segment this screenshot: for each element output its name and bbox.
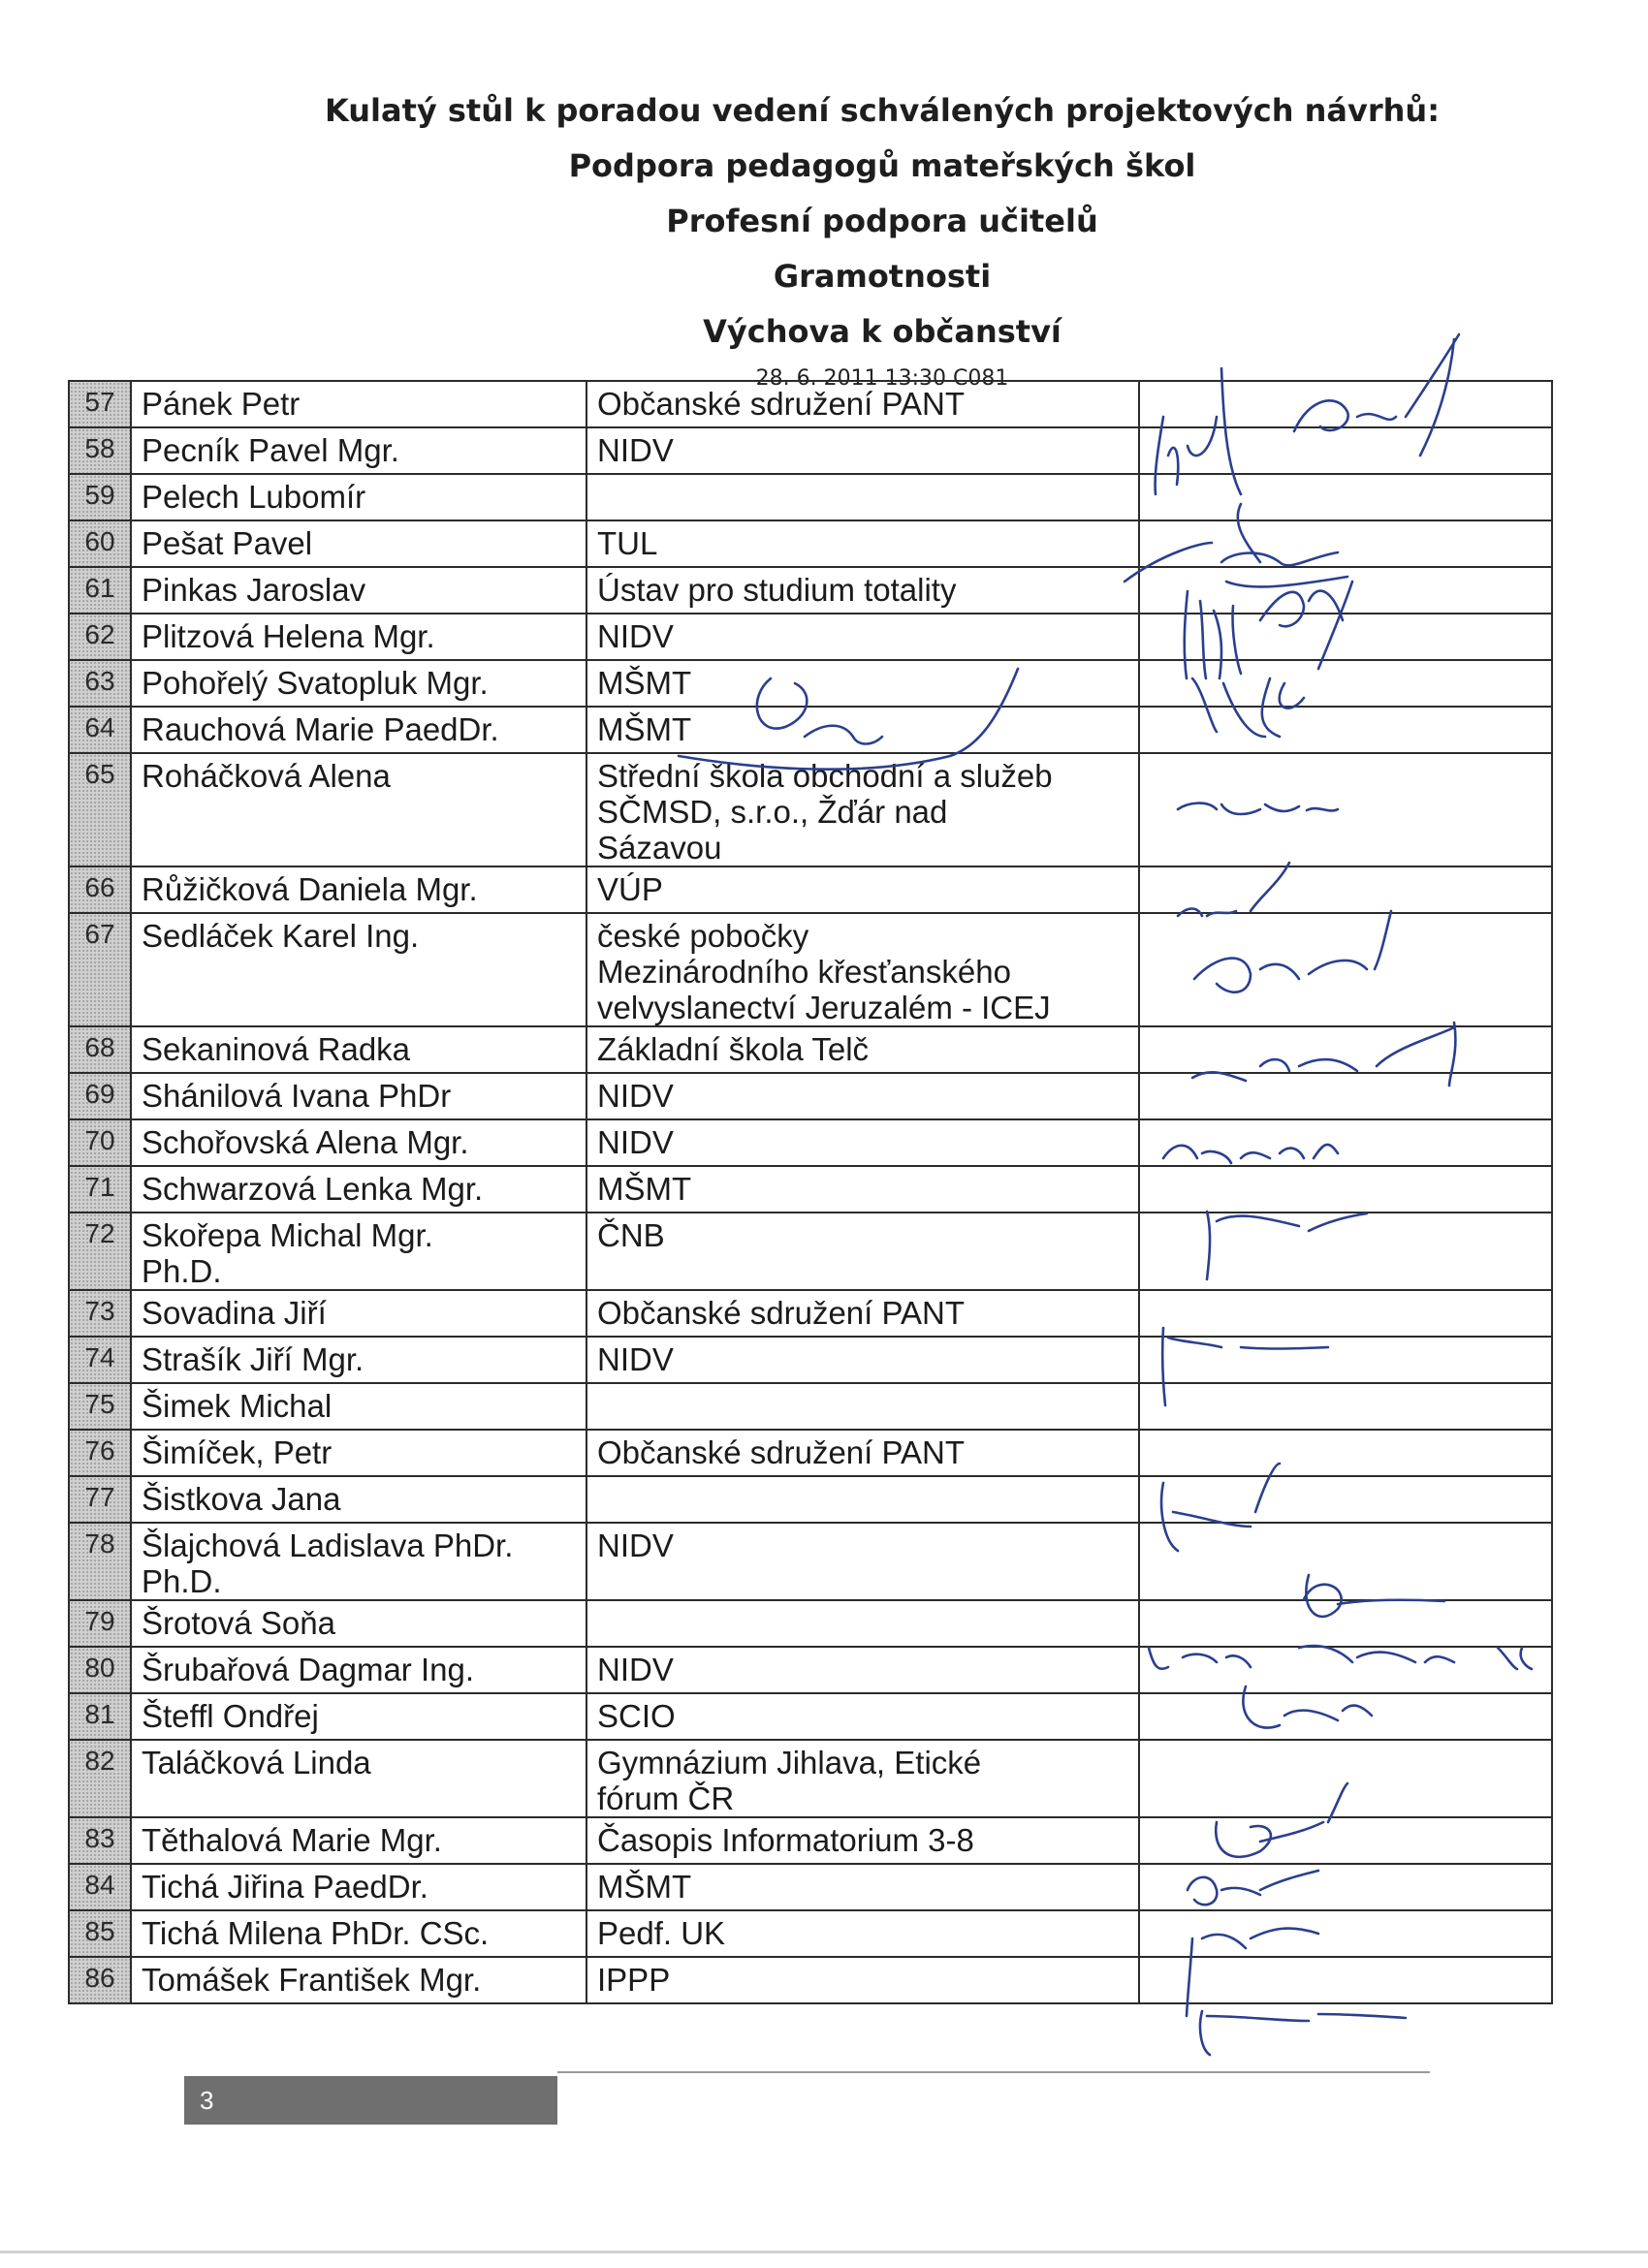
table-row xyxy=(70,568,1553,614)
header-title: Kulatý stůl k poradou vedení schválených projektových návrhů: xyxy=(324,92,1440,129)
organization xyxy=(587,1477,1140,1522)
organization: Ústav pro studium totality xyxy=(587,568,1140,613)
participant-name: Šimek Michal xyxy=(132,1384,587,1429)
row-number: 80 xyxy=(70,1648,132,1692)
participant-name: Pohořelý Svatopluk Mgr. xyxy=(132,661,587,706)
row-number: 67 xyxy=(70,914,132,1025)
row-number: 66 xyxy=(70,867,132,912)
row-number: 64 xyxy=(70,708,132,752)
organization: Střední škola obchodní a služeb SČMSD, s.r.o., Žďár nad Sázavou xyxy=(587,754,1140,866)
document-header xyxy=(0,83,1648,398)
signature-cell xyxy=(1140,914,1553,1025)
signature-cell xyxy=(1140,568,1553,613)
signature-cell xyxy=(1140,1338,1553,1382)
signature-cell xyxy=(1140,1384,1553,1429)
row-number: 63 xyxy=(70,661,132,706)
table-row xyxy=(70,1911,1553,1958)
row-number: 83 xyxy=(70,1818,132,1863)
organization: MŠMT xyxy=(587,1167,1140,1212)
signature-cell xyxy=(1140,475,1553,520)
signature-cell xyxy=(1140,1027,1553,1072)
signature-cell xyxy=(1140,661,1553,706)
participant-name: Šimíček, Petr xyxy=(132,1431,587,1475)
participant-name: Roháčková Alena xyxy=(132,754,587,866)
page-number: 3 xyxy=(200,2086,214,2115)
row-number: 78 xyxy=(70,1524,132,1599)
signature-cell xyxy=(1140,1818,1553,1863)
row-number: 85 xyxy=(70,1911,132,1956)
organization: Pedf. UK xyxy=(587,1911,1140,1956)
row-number: 59 xyxy=(70,475,132,520)
header-project-3: Gramotnosti xyxy=(773,258,992,295)
organization: SCIO xyxy=(587,1694,1140,1739)
table-row xyxy=(70,614,1553,661)
participant-name: Skořepa Michal Mgr. Ph.D. xyxy=(132,1213,587,1289)
table-row xyxy=(70,1120,1553,1167)
participant-name: Pecník Pavel Mgr. xyxy=(132,428,587,473)
table-row xyxy=(70,1694,1553,1741)
attendance-table xyxy=(68,380,1553,2004)
participant-name: Sekaninová Radka xyxy=(132,1027,587,1072)
organization: Gymnázium Jihlava, Etické fórum ČR xyxy=(587,1741,1140,1816)
participant-name: Těthalová Marie Mgr. xyxy=(132,1818,587,1863)
row-number: 61 xyxy=(70,568,132,613)
table-row xyxy=(70,382,1553,428)
table-row xyxy=(70,1477,1553,1524)
row-number: 71 xyxy=(70,1167,132,1212)
row-number: 65 xyxy=(70,754,132,866)
row-number: 79 xyxy=(70,1601,132,1646)
signature-cell xyxy=(1140,1694,1553,1739)
header-date: 28. 6. 2011 13:30 C081 xyxy=(755,366,1009,391)
participant-name: Šistkova Jana xyxy=(132,1477,587,1522)
table-row xyxy=(70,1524,1553,1601)
organization: NIDV xyxy=(587,428,1140,473)
header-project-4: Výchova k občanství xyxy=(703,313,1062,350)
signature-cell xyxy=(1140,1741,1553,1816)
organization: Občanské sdružení PANT xyxy=(587,382,1140,426)
table-row xyxy=(70,661,1553,708)
table-row xyxy=(70,708,1553,754)
row-number: 81 xyxy=(70,1694,132,1739)
table-row xyxy=(70,1648,1553,1694)
table-row xyxy=(70,1213,1553,1291)
organization: ČNB xyxy=(587,1213,1140,1289)
signature-cell xyxy=(1140,754,1553,866)
participant-name: Růžičková Daniela Mgr. xyxy=(132,867,587,912)
table-row xyxy=(70,1865,1553,1911)
row-number: 73 xyxy=(70,1291,132,1336)
signature-cell xyxy=(1140,867,1553,912)
row-number: 74 xyxy=(70,1338,132,1382)
participant-name: Tomášek František Mgr. xyxy=(132,1958,587,2002)
row-number: 60 xyxy=(70,521,132,566)
table-row xyxy=(70,754,1553,867)
table-row xyxy=(70,1818,1553,1865)
signature-cell xyxy=(1140,1601,1553,1646)
table-row xyxy=(70,914,1553,1027)
participant-name: Schořovská Alena Mgr. xyxy=(132,1120,587,1165)
signature-cell xyxy=(1140,1524,1553,1599)
signature-cell xyxy=(1140,1213,1553,1289)
organization: české pobočky Mezinárodního křesťanského velvyslanectví Jeruzalém - ICEJ xyxy=(587,914,1140,1025)
header-project-2: Profesní podpora učitelů xyxy=(666,203,1098,239)
signature-cell xyxy=(1140,1291,1553,1336)
signature-cell xyxy=(1140,1648,1553,1692)
organization: MŠMT xyxy=(587,708,1140,752)
signature-cell xyxy=(1140,1865,1553,1909)
table-row xyxy=(70,475,1553,521)
table-row xyxy=(70,867,1553,914)
table-row xyxy=(70,1338,1553,1384)
participant-name: Pelech Lubomír xyxy=(132,475,587,520)
signature-cell xyxy=(1140,1074,1553,1118)
table-row xyxy=(70,1958,1553,2004)
participant-name: Šteffl Ondřej xyxy=(132,1694,587,1739)
header-project-1: Podpora pedagogů mateřských škol xyxy=(568,147,1196,184)
participant-name: Tichá Milena PhDr. CSc. xyxy=(132,1911,587,1956)
row-number: 84 xyxy=(70,1865,132,1909)
table-row xyxy=(70,1431,1553,1477)
organization: MŠMT xyxy=(587,661,1140,706)
organization: Občanské sdružení PANT xyxy=(587,1291,1140,1336)
organization: IPPP xyxy=(587,1958,1140,2002)
organization: Základní škola Telč xyxy=(587,1027,1140,1072)
row-number: 76 xyxy=(70,1431,132,1475)
row-number: 57 xyxy=(70,382,132,426)
signature-cell xyxy=(1140,521,1553,566)
signature-cell xyxy=(1140,1120,1553,1165)
row-number: 82 xyxy=(70,1741,132,1816)
organization: NIDV xyxy=(587,1074,1140,1118)
participant-name: Pánek Petr xyxy=(132,382,587,426)
organization: NIDV xyxy=(587,1524,1140,1599)
signature-cell xyxy=(1140,1958,1553,2002)
table-row xyxy=(70,428,1553,475)
row-number: 72 xyxy=(70,1213,132,1289)
organization: NIDV xyxy=(587,1648,1140,1692)
participant-name: Šlajchová Ladislava PhDr. Ph.D. xyxy=(132,1524,587,1599)
row-number: 77 xyxy=(70,1477,132,1522)
organization: TUL xyxy=(587,521,1140,566)
participant-name: Tichá Jiřina PaedDr. xyxy=(132,1865,587,1909)
organization: VÚP xyxy=(587,867,1140,912)
table-row xyxy=(70,1074,1553,1120)
participant-name: Shánilová Ivana PhDr xyxy=(132,1074,587,1118)
participant-name: Rauchová Marie PaedDr. xyxy=(132,708,587,752)
participant-name: Pinkas Jaroslav xyxy=(132,568,587,613)
row-number: 86 xyxy=(70,1958,132,2002)
organization xyxy=(587,1384,1140,1429)
participant-name: Pešat Pavel xyxy=(132,521,587,566)
organization: MŠMT xyxy=(587,1865,1140,1909)
organization xyxy=(587,1601,1140,1646)
organization: NIDV xyxy=(587,1338,1140,1382)
signature-cell xyxy=(1140,614,1553,659)
table-row xyxy=(70,1741,1553,1818)
table-row xyxy=(70,1167,1553,1213)
table-row xyxy=(70,521,1553,568)
organization: NIDV xyxy=(587,614,1140,659)
signature-cell xyxy=(1140,428,1553,473)
row-number: 68 xyxy=(70,1027,132,1072)
signature-cell xyxy=(1140,1431,1553,1475)
signature-cell xyxy=(1140,1911,1553,1956)
participant-name: Šrotová Soňa xyxy=(132,1601,587,1646)
organization: Občanské sdružení PANT xyxy=(587,1431,1140,1475)
row-number: 69 xyxy=(70,1074,132,1118)
participant-name: Schwarzová Lenka Mgr. xyxy=(132,1167,587,1212)
organization xyxy=(587,475,1140,520)
table-row xyxy=(70,1601,1553,1648)
row-number: 70 xyxy=(70,1120,132,1165)
participant-name: Strašík Jiří Mgr. xyxy=(132,1338,587,1382)
organization: Časopis Informatorium 3-8 xyxy=(587,1818,1140,1863)
signature-cell xyxy=(1140,708,1553,752)
scan-edge xyxy=(0,2251,1648,2253)
participant-name: Plitzová Helena Mgr. xyxy=(132,614,587,659)
row-number: 58 xyxy=(70,428,132,473)
participant-name: Sovadina Jiří xyxy=(132,1291,587,1336)
participant-name: Taláčková Linda xyxy=(132,1741,587,1816)
signature-cell xyxy=(1140,1477,1553,1522)
organization: NIDV xyxy=(587,1120,1140,1165)
signature-cell xyxy=(1140,382,1553,426)
row-number: 75 xyxy=(70,1384,132,1429)
footer-page-bar xyxy=(184,2076,557,2125)
table-row xyxy=(70,1291,1553,1338)
signature-cell xyxy=(1140,1167,1553,1212)
table-row xyxy=(70,1384,1553,1431)
participant-name: Šrubařová Dagmar Ing. xyxy=(132,1648,587,1692)
table-row xyxy=(70,1027,1553,1074)
footer-rule xyxy=(557,2071,1430,2073)
row-number: 62 xyxy=(70,614,132,659)
participant-name: Sedláček Karel Ing. xyxy=(132,914,587,1025)
